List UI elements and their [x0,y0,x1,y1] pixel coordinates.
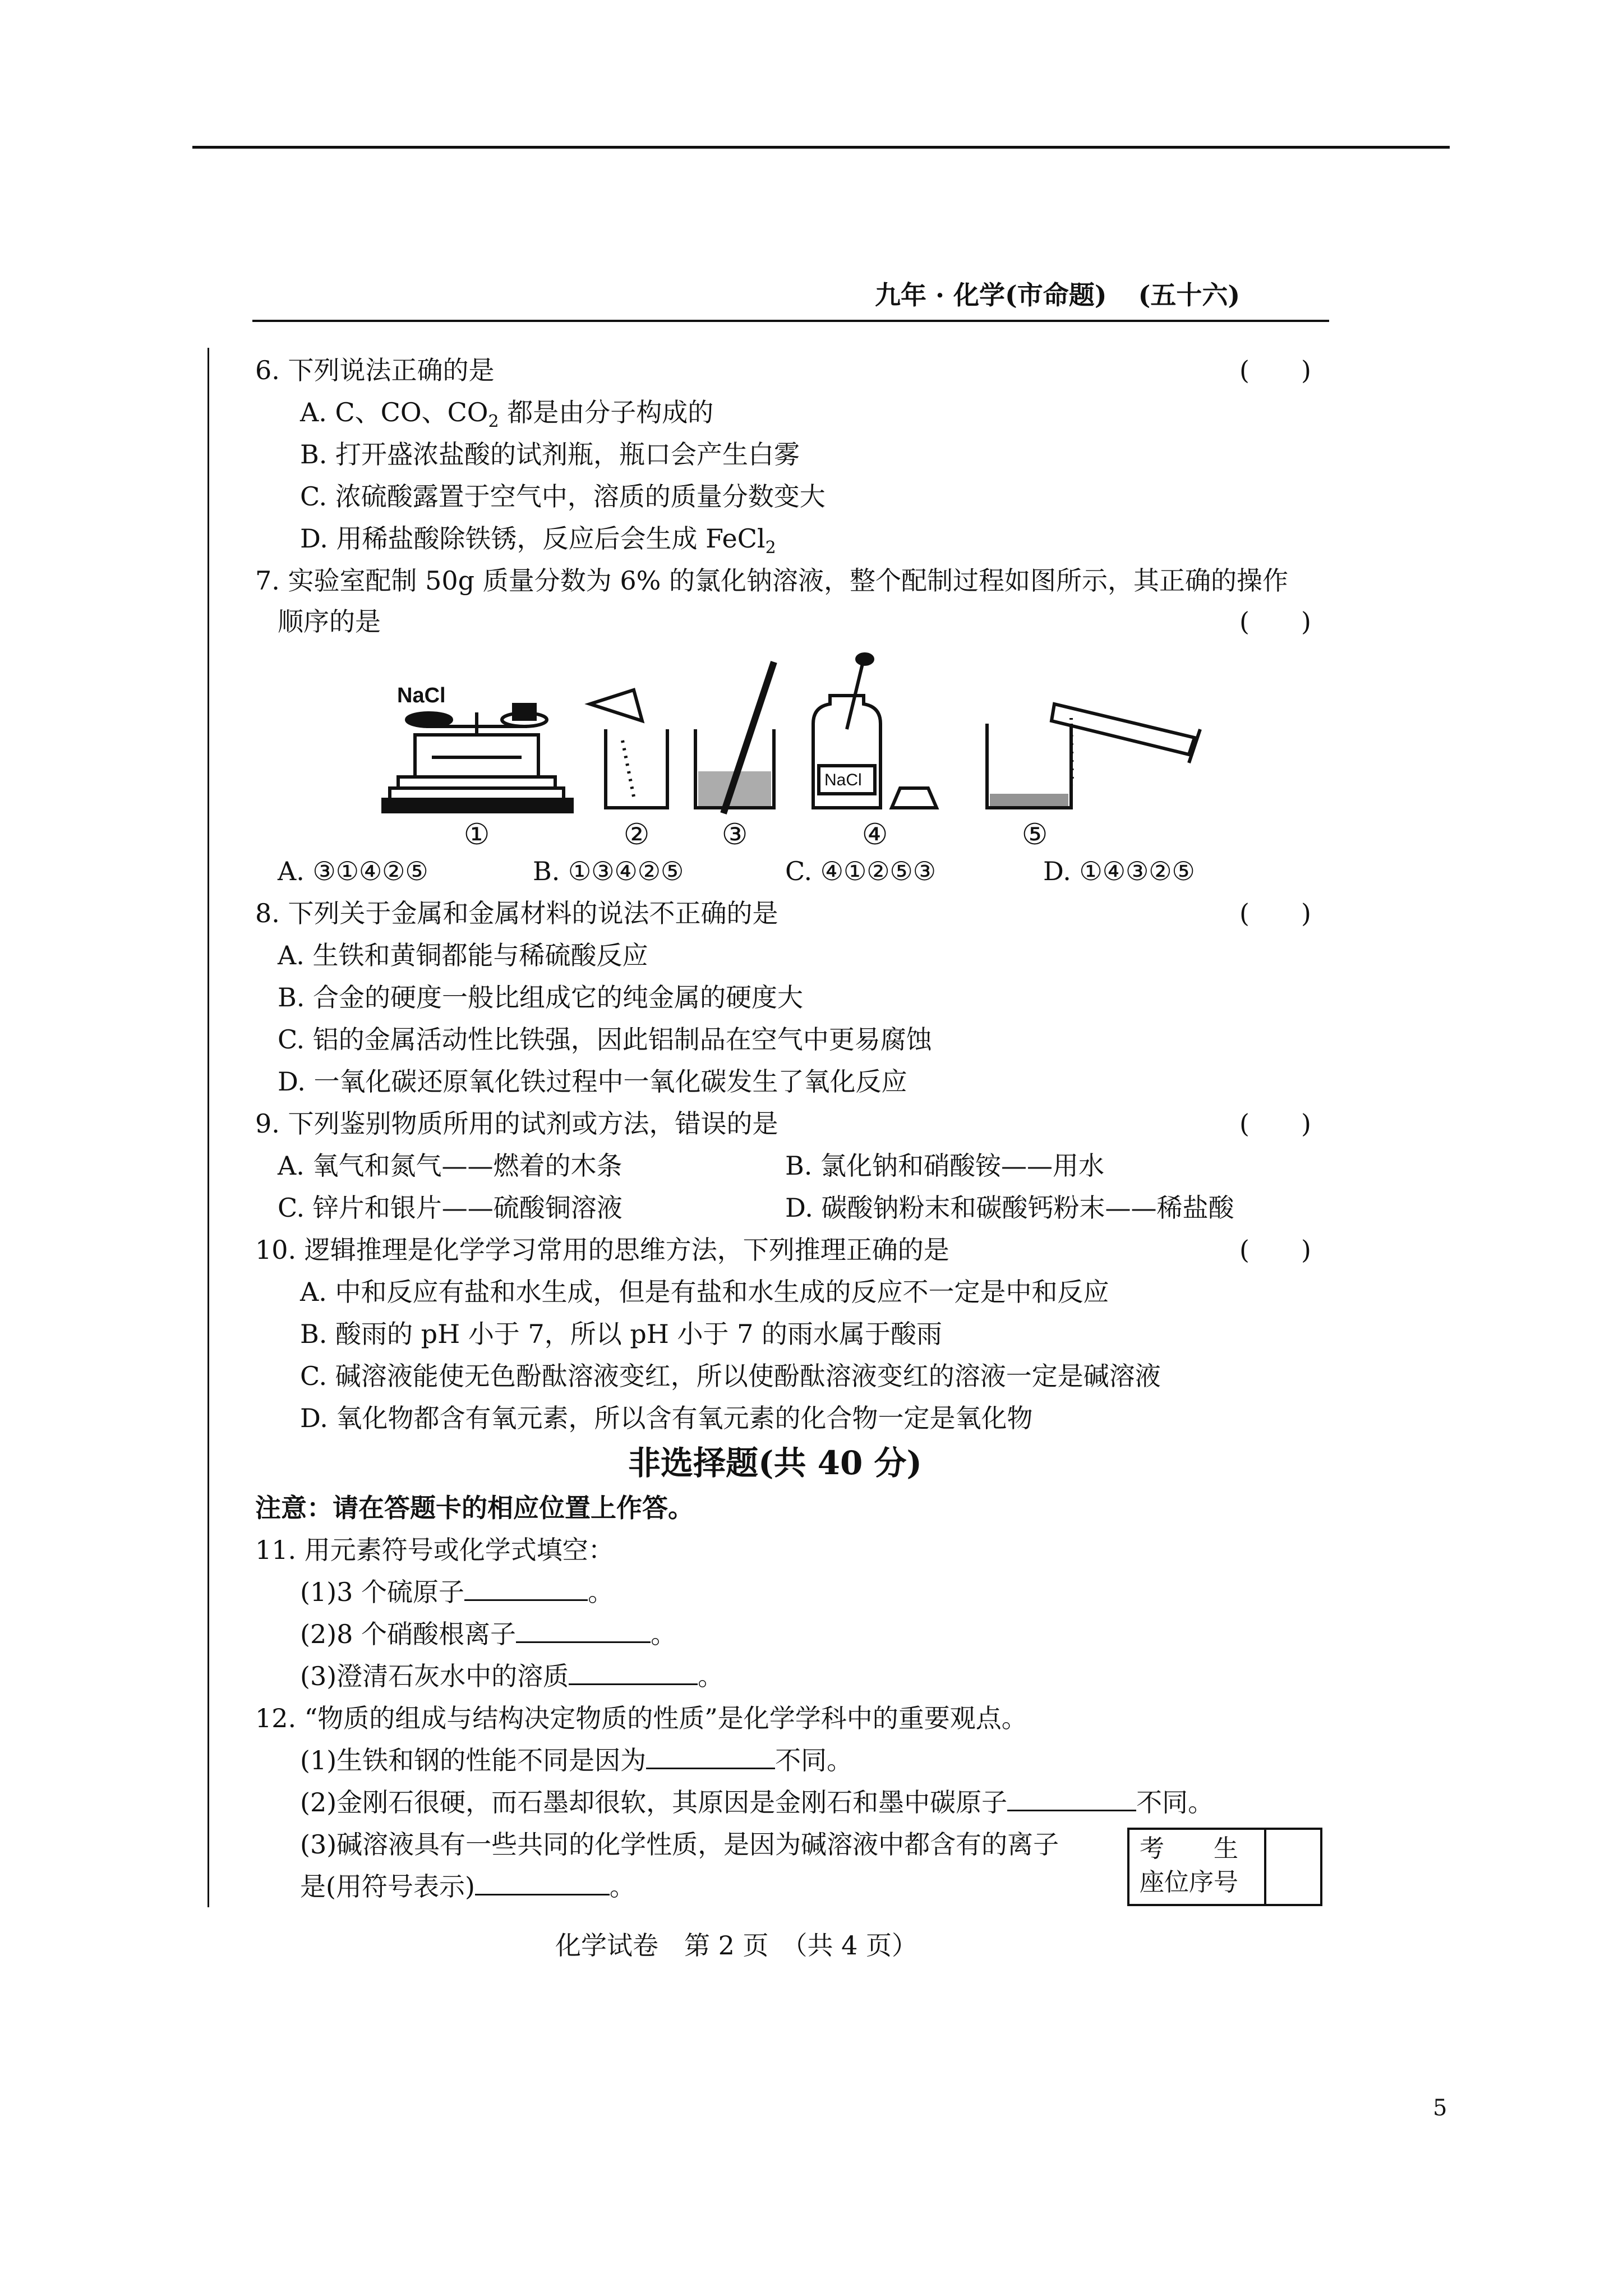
figure-number-1: ① [463,818,490,852]
q8-stem: 8. 下列关于金属和金属材料的说法不正确的是 [255,898,778,928]
q7-stem-line1: 7. 实验室配制 50g 质量分数为 6% 的氯化钠溶液，整个配制过程如图所示，其正确的操作 [255,565,1288,596]
q12-part-1: (1)生铁和钢的性能不同是因为 不同。 [300,1745,853,1775]
page-number: 5 [1433,2095,1447,2121]
figure-number-3: ③ [721,818,748,852]
q8-option-b: B. 合金的硬度一般比组成它的纯金属的硬度大 [278,982,804,1013]
seat-label-line1: 考 生 [1140,1834,1238,1863]
figure-number-4: ④ [861,818,888,852]
q9-option-c: C. 锌片和银片——硫酸铜溶液 [278,1193,623,1223]
q9-option-d: D. 碳酸钠粉末和碳酸钙粉末——稀盐酸 [785,1193,1234,1223]
q11-part-2: (2)8 个硝酸根离子 。 [300,1619,677,1649]
q12-stem: 12. “物质的组成与结构决定物质的性质”是化学学科中的重要观点。 [255,1703,1027,1733]
q8-answer-bracket[interactable]: ( ) [1239,898,1311,928]
top-rule [192,146,1450,149]
q10-stem: 10. 逻辑推理是化学学习常用的思维方法，下列推理正确的是 [255,1235,949,1265]
q9-option-a: A. 氧气和氮气——燃着的木条 [278,1151,623,1181]
q12-blank-3[interactable] [475,1871,610,1895]
q12-blank-2[interactable] [1007,1787,1136,1811]
seat-number-box [1127,1828,1322,1906]
q11-part-1: (1)3 个硫原子 。 [300,1577,614,1607]
q11-stem: 11. 用元素符号或化学式填空： [255,1535,614,1565]
q10-option-a: A. 中和反应有盐和水生成，但是有盐和水生成的反应不一定是中和反应 [300,1277,1109,1307]
page-footer: 化学试卷 第 2 页 （共 4 页） [555,1930,918,1961]
q6-option-d: D. 用稀盐酸除铁锈，反应后会生成 FeCl$_2$ [300,523,776,558]
section-note: 注意：请在答题卡的相应位置上作答。 [255,1493,694,1523]
nacl-label: NaCl [397,684,446,707]
q9-option-b: B. 氯化钠和硝酸铵——用水 [785,1151,1105,1181]
q10-option-c: C. 碱溶液能使无色酚酞溶液变红，所以使酚酞溶液变红的溶液一定是碱溶液 [300,1361,1161,1391]
q12-part-3-line2: 是(用符号表示) 。 [300,1871,635,1902]
beaker-stirring-icon [695,662,774,813]
q7-option-d[interactable]: D. ①④③②⑤ [1043,856,1195,886]
header-rule [252,320,1329,322]
q7-option-b[interactable]: B. ①③④②⑤ [533,856,684,886]
q9-answer-bracket[interactable]: ( ) [1239,1108,1311,1139]
q6-option-c: C. 浓硫酸露置于空气中，溶质的质量分数变大 [300,481,826,512]
q10-answer-bracket[interactable]: ( ) [1239,1235,1311,1265]
figure-number-2: ② [623,818,650,852]
q12-part-2: (2)金刚石很硬，而石墨却很软，其原因是金刚石和墨中碳原子 不同。 [300,1787,1214,1818]
q7-stem-line2: 顺序的是 [278,606,381,637]
q11-part-3: (3)澄清石灰水中的溶质 。 [300,1661,724,1691]
q7-option-a[interactable]: A. ③①④②⑤ [278,856,428,886]
header-title: 九年 · 化学(市命题) [875,280,1107,310]
q6-option-b: B. 打开盛浓盐酸的试剂瓶，瓶口会产生白雾 [300,439,800,470]
q6-option-a: A. C、CO、$CO_2$ 都是由分子构成的 [300,397,714,432]
q7-solution-prep-figure [381,651,1234,853]
q6-stem: 6. 下列说法正确的是 [255,355,495,385]
cylinder-pouring-icon [987,704,1200,808]
header-series: (五十六) [1138,280,1241,310]
q9-stem: 9. 下列鉴别物质所用的试剂或方法，错误的是 [255,1108,778,1139]
balance-icon [381,705,572,812]
section-title: 非选择题(共 40 分) [628,1444,922,1482]
q11-blank-1[interactable] [464,1577,588,1601]
q11-blank-3[interactable] [569,1661,698,1685]
exam-header [875,279,1240,311]
q8-option-a: A. 生铁和黄铜都能与稀硫酸反应 [278,940,648,970]
q10-option-d: D. 氧化物都含有氧元素，所以含有氧元素的化合物一定是氧化物 [300,1403,1033,1433]
figure-number-5: ⑤ [1021,818,1048,852]
q7-option-c[interactable]: C. ④①②⑤③ [785,856,936,886]
beaker-with-paper-icon [590,690,667,808]
q12-part-3-line1: (3)碱溶液具有一些共同的化学性质，是因为碱溶液中都含有的离子 [300,1829,1059,1860]
q10-option-b: B. 酸雨的 pH 小于 7，所以 pH 小于 7 的雨水属于酸雨 [300,1319,943,1349]
seat-number-field[interactable] [1264,1830,1266,1904]
bottle-label: NaCl [824,771,862,789]
q6-answer-bracket[interactable]: ( ) [1239,355,1311,385]
binding-margin-line [208,348,209,1907]
q8-option-c: C. 铝的金属活动性比铁强，因此铝制品在空气中更易腐蚀 [278,1024,932,1055]
q11-blank-2[interactable] [516,1619,651,1643]
q12-blank-1[interactable] [646,1745,775,1769]
q7-answer-bracket[interactable]: ( ) [1239,606,1311,637]
seat-label-line2: 座位序号 [1140,1868,1238,1897]
q8-option-d: D. 一氧化碳还原氧化铁过程中一氧化碳发生了氧化反应 [278,1066,907,1097]
